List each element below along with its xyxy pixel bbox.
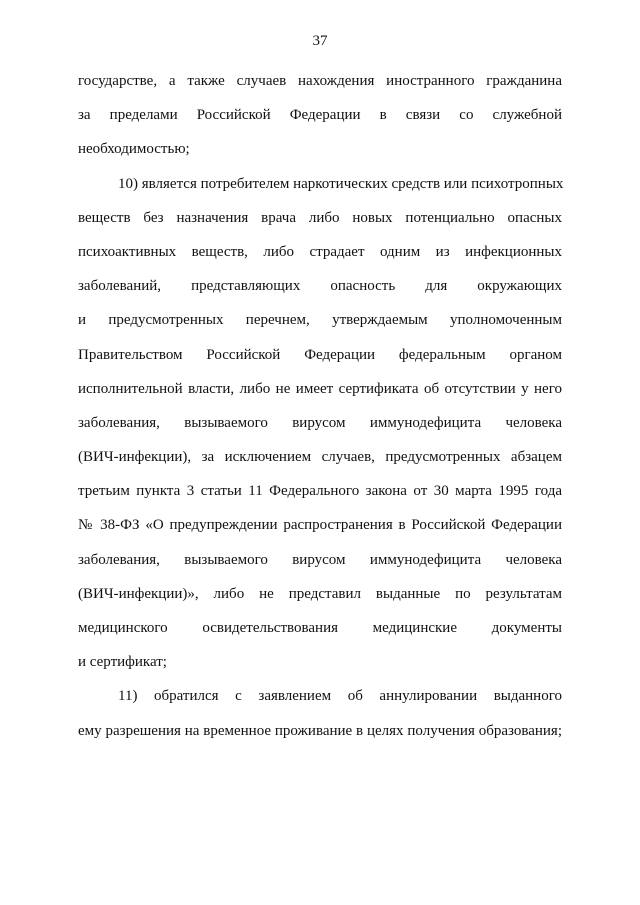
text-line: 11) обратился с заявлением об аннулировании выданного	[118, 688, 562, 705]
text-line: третьим пункта 3 статьи 11 Федерального закона от 30 марта 1995 года	[78, 483, 562, 500]
text-line: необходимостью;	[78, 141, 190, 158]
text-line: и сертификат;	[78, 654, 167, 671]
text-line: психоактивных веществ, либо страдает одним из инфекционных	[78, 243, 562, 260]
text-line: веществ без назначения врача либо новых потенциально опасных	[78, 209, 562, 226]
text-line: заболевания, вызываемого вирусом иммунодефицита человека	[78, 551, 562, 568]
text-line: за пределами Российской Федерации в связи со служебной	[78, 107, 562, 124]
text-line: заболевания, вызываемого вирусом иммунодефицита человека	[78, 414, 562, 431]
page-number: 37	[312, 33, 328, 49]
text-line: и предусмотренных перечнем, утверждаемым уполномоченным	[78, 312, 562, 329]
text-line: медицинского освидетельствования медицинские документы	[78, 620, 562, 636]
text-line: (ВИЧ-инфекции)», либо не представил выданные по результатам	[78, 585, 562, 602]
text-line: государстве, а также случаев нахождения иностранного гражданина	[78, 73, 562, 89]
document-body	[78, 64, 562, 748]
text-line: ему разрешения на временное проживание в целях получения образования;	[78, 722, 562, 739]
text-line: (ВИЧ-инфекции), за исключением случаев, предусмотренных абзацем	[78, 449, 562, 466]
text-line: № 38-ФЗ «О предупреждении распространения в Российской Федерации	[78, 517, 562, 534]
text-line: Правительством Российской Федерации федеральным органом	[78, 346, 562, 363]
text-line: заболеваний, представляющих опасность для окружающих	[78, 278, 562, 295]
text-line: исполнительной власти, либо не имеет сертификата об отсутствии у него	[78, 380, 562, 397]
text-line: 10) является потребителем наркотических средств или психотропных	[118, 175, 564, 192]
